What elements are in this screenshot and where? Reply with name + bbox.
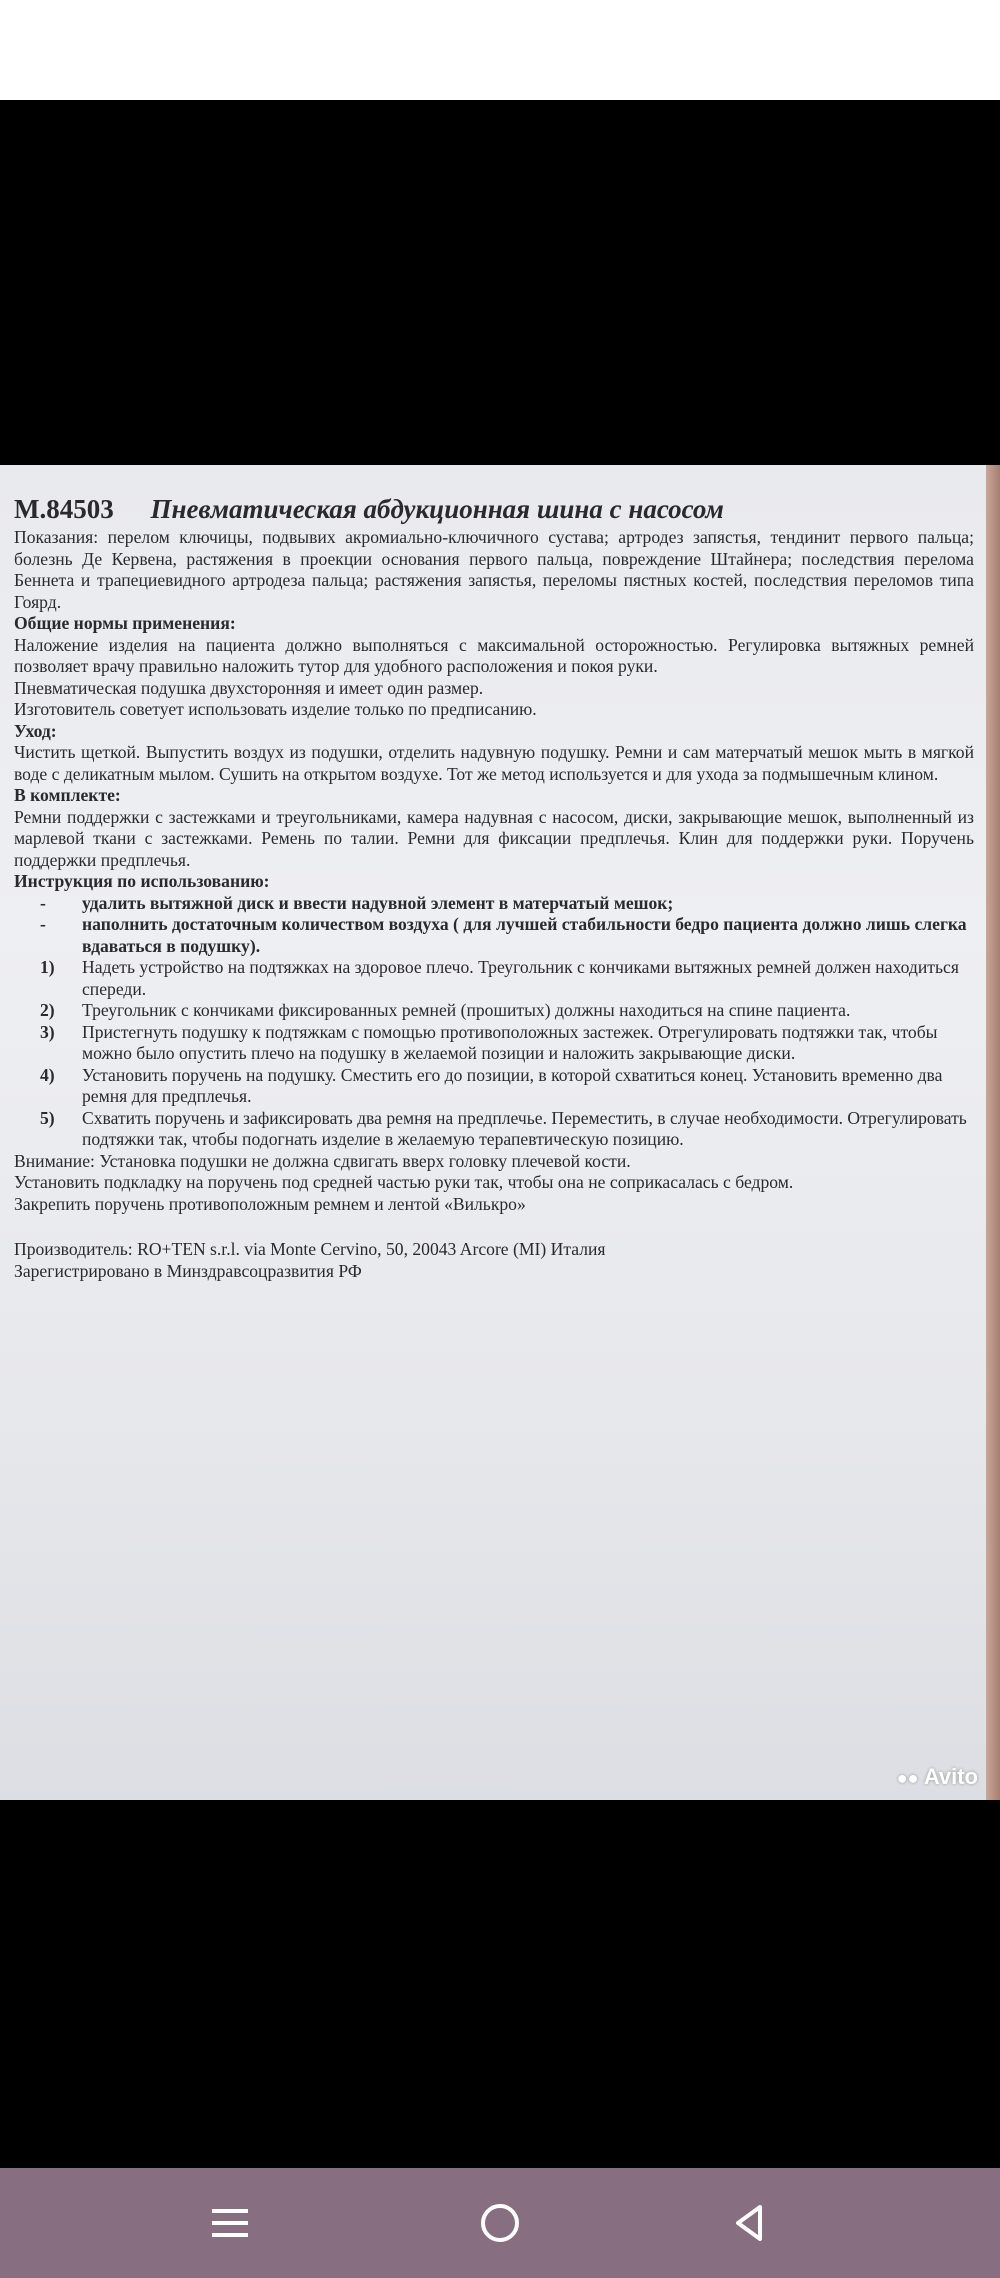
- back-icon: [730, 2203, 770, 2243]
- recent-apps-icon: [210, 2203, 250, 2243]
- steps-list: [14, 957, 974, 1151]
- install-paragraph-1: Установить подкладку на поручень под средней частью руки так, чтобы она не соприкасалась с бедром.: [14, 1172, 794, 1192]
- care-heading: Уход:: [14, 720, 57, 741]
- kit-text: Ремни поддержки с застежками и треугольниками, камера надувная с насосом, диски, закрывающие мешок, выполненный из марлевой ткани с застежками. Ремень по талии. Ремни для фиксации предплечья. Клин для поддержки руки. Поручень поддержки предплечья.: [14, 806, 974, 870]
- status-area: [0, 0, 1000, 100]
- preparation-list: [14, 893, 974, 958]
- list-item: 2) Треугольник с кончиками фиксированных ремней (прошитых) должны находиться на спине пациента.: [40, 1000, 851, 1020]
- document-title-row: [14, 493, 974, 525]
- back-button[interactable]: [690, 2168, 810, 2278]
- instructions-heading: Инструкция по использованию:: [14, 871, 270, 891]
- attention-text: Внимание: Установка подушки не должна сдвигать вверх головку плечевой кости.: [14, 1150, 631, 1171]
- document-photo: [0, 465, 990, 1800]
- instruction-sheet: [14, 493, 974, 1282]
- navigation-bar: [0, 2168, 1000, 2278]
- general-paragraph-3: Изготовитель советует использовать изделие только по предписанию.: [14, 699, 537, 719]
- avito-logo-icon: ●●: [896, 1768, 919, 1788]
- product-code: M.84503: [14, 494, 114, 524]
- general-paragraph-1: Наложение изделия на пациента должно выполняться с максимальной осторожностью. Регулировка вытяжных ремней позволяет врачу правильно наложить тутор для удобного расположения и покоя руки.: [14, 634, 974, 676]
- general-paragraph-2: Пневматическая подушка двухсторонняя и имеет один размер.: [14, 677, 484, 698]
- list-item: 1) Надеть устройство на подтяжках на здоровое плечо. Треугольник с кончиками вытяжных ремней должен находиться спереди.: [40, 957, 959, 999]
- home-button[interactable]: [440, 2168, 560, 2278]
- table-edge: [986, 465, 1000, 1800]
- recent-apps-button[interactable]: [170, 2168, 290, 2278]
- list-item: - наполнить достаточным количеством воздуха ( для лучшей стабильности бедро пациента должно лишь слегка вдаваться в подушку).: [40, 914, 967, 956]
- indications-text: Показания: перелом ключицы, подвывих акромиально-ключичного сустава; артродез запястья, тендинит первого пальца; болезнь Де Кервена, растяжения в проекции основания первого пальца, повреждение Штайнера; последствия перелома Беннета и трапециевидного артродеза пальца; растяжения запястья, переломы пястных костей, последствия переломов типа Гоярд.: [14, 527, 974, 612]
- install-paragraph-2: Закрепить поручень противоположным ремнем и лентой «Вилькро»: [14, 1193, 526, 1214]
- list-item: 3) Пристегнуть подушку к подтяжкам с помощью противоположных застежек. Отрегулировать подтяжки так, чтобы можно было опустить плечо на подушку в желаемой позиции и наложить закрывающие диски.: [40, 1021, 938, 1063]
- care-text: Чистить щеткой. Выпустить воздух из подушки, отделить надувную подушку. Ремни и сам матерчатый мешок мыть в мягкой воде с деликатным мылом. Сушить на открытом воздухе. Тот же метод используется и для ухода за подмышечным клином.: [14, 742, 974, 784]
- general-heading: Общие нормы применения:: [14, 613, 236, 633]
- registration-text: Зарегистрировано в Минздравсоцразвития РФ: [14, 1260, 362, 1281]
- product-title: Пневматическая абдукционная шина с насосом: [150, 494, 724, 524]
- avito-watermark: ●● Avito: [896, 1764, 978, 1789]
- home-icon: [478, 2201, 522, 2245]
- list-item: 5) Схватить поручень и зафиксировать два ремня на предплечье. Переместить, в случае необходимости. Отрегулировать подтяжки так, чтобы подогнать изделие в желаемую терапевтическую позицию.: [40, 1107, 967, 1149]
- kit-heading: В комплекте:: [14, 785, 121, 805]
- list-item: 4) Установить поручень на подушку. Сместить его до позиции, в которой схватиться конец. Установить временно два ремня для предплечья.: [40, 1064, 943, 1106]
- list-item: - удалить вытяжной диск и ввести надувной элемент в матерчатый мешок;: [40, 892, 674, 913]
- manufacturer-text: Производитель: RO+TEN s.r.l. via Monte Cervino, 50, 20043 Arcore (MI) Италия: [14, 1239, 606, 1259]
